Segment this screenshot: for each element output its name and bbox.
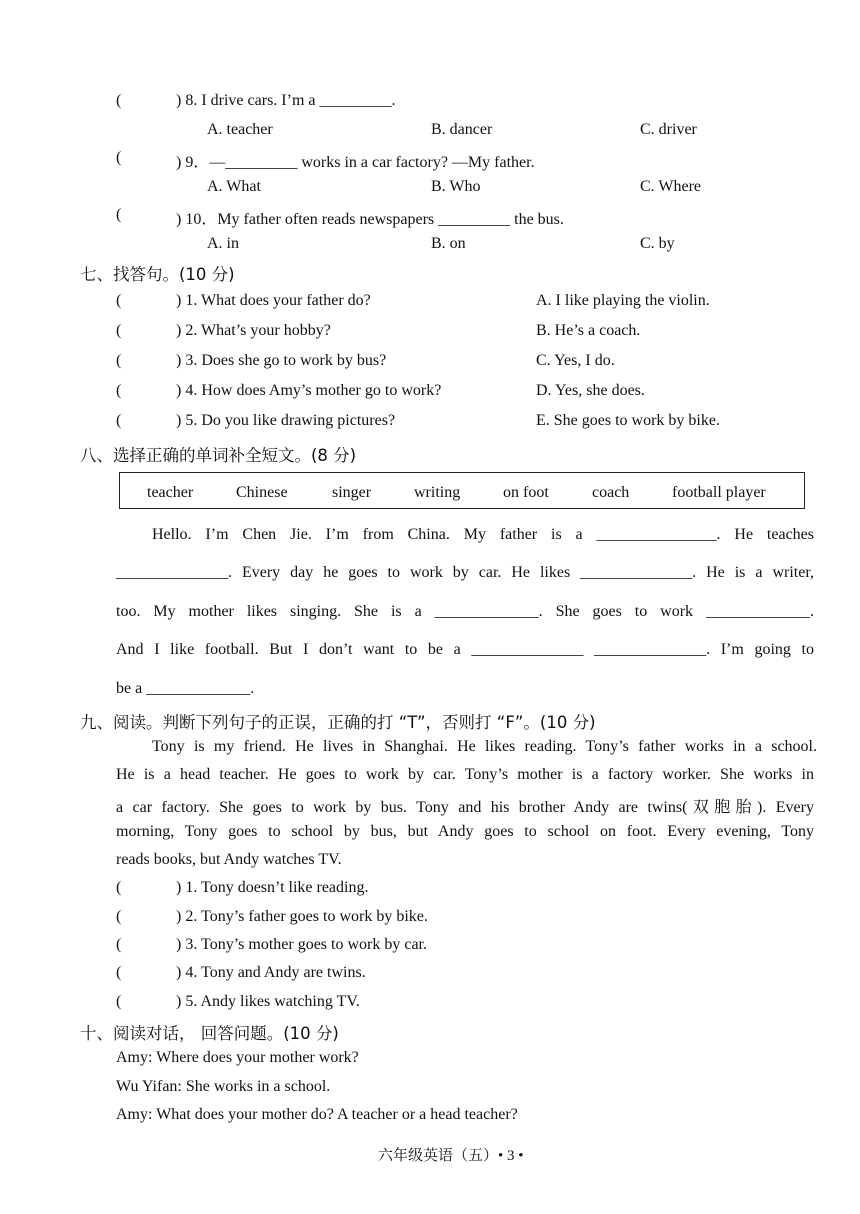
statement-text: ) 4. Tony and Andy are twins. bbox=[176, 964, 366, 981]
answer-paren[interactable]: ( bbox=[116, 149, 122, 166]
passage-line: Tony is my friend. He lives in Shanghai. He likes reading. Tony’s father works in a school. bbox=[152, 738, 817, 755]
answer-paren[interactable]: ( bbox=[116, 92, 122, 109]
word-bank-item: Chinese bbox=[236, 484, 288, 501]
section-7-title: 七、找答句。(10 分) bbox=[80, 265, 235, 284]
answer-paren[interactable]: ( bbox=[116, 322, 122, 339]
statement-text: ) 5. Andy likes watching TV. bbox=[176, 993, 360, 1010]
option-a: A. What bbox=[207, 178, 261, 195]
option-c: C. by bbox=[640, 235, 675, 252]
answer-paren[interactable]: ( bbox=[116, 206, 122, 223]
cloze-line: ______________. Every day he goes to work by car. He likes ______________. He is a writer, bbox=[116, 564, 814, 581]
answer-paren[interactable]: ( bbox=[116, 292, 122, 309]
question-text: ) 5. Do you like drawing pictures? bbox=[176, 412, 396, 429]
answer-paren[interactable]: ( bbox=[116, 879, 122, 896]
question-text: ) 10．My father often reads newspapers _________ the bus. bbox=[176, 211, 564, 228]
cloze-line: too. My mother likes singing. She is a _____________. She goes to work _____________. bbox=[116, 603, 814, 620]
answer-paren[interactable]: ( bbox=[116, 908, 122, 925]
question-text: ) 9．—_________ works in a car factory? —My father. bbox=[176, 154, 535, 171]
option-c: C. Where bbox=[640, 178, 702, 195]
answer-paren[interactable]: ( bbox=[116, 936, 122, 953]
option-c: C. driver bbox=[640, 121, 697, 138]
page-footer: 六年级英语（五）• 3 • bbox=[378, 1148, 524, 1164]
statement-text: ) 1. Tony doesn’t like reading. bbox=[176, 879, 369, 896]
word-bank-item: football player bbox=[672, 484, 766, 501]
option-a: A. in bbox=[207, 235, 239, 252]
option-b: B. Who bbox=[431, 178, 481, 195]
word-bank-item: singer bbox=[332, 484, 372, 501]
option-b: B. dancer bbox=[431, 121, 493, 138]
option-b: B. on bbox=[431, 235, 466, 252]
passage-line: He is a head teacher. He goes to work by car. Tony’s mother is a factory worker. She works in bbox=[116, 766, 814, 783]
passage-line: a car factory. She goes to work by bus. Tony and his brother Andy are twins(双胞胎). Every bbox=[116, 799, 814, 816]
question-text: ) 1. What does your father do? bbox=[176, 292, 371, 309]
answer-paren[interactable]: ( bbox=[116, 352, 122, 369]
answer-choice: D. Yes, she does. bbox=[536, 382, 645, 399]
answer-choice: A. I like playing the violin. bbox=[536, 292, 710, 309]
question-text: ) 3. Does she go to work by bus? bbox=[176, 352, 387, 369]
section-8-title: 八、选择正确的单词补全短文。(8 分) bbox=[80, 446, 357, 465]
dialogue-line: Amy: What does your mother do? A teacher or a head teacher? bbox=[116, 1106, 518, 1123]
word-bank bbox=[119, 472, 805, 509]
dialogue-line: Wu Yifan: She works in a school. bbox=[116, 1078, 331, 1095]
statement-text: ) 3. Tony’s mother goes to work by car. bbox=[176, 936, 427, 953]
statement-text: ) 2. Tony’s father goes to work by bike. bbox=[176, 908, 428, 925]
dialogue-line: Amy: Where does your mother work? bbox=[116, 1049, 359, 1066]
section-10-title: 十、阅读对话， 回答问题。(10 分) bbox=[80, 1024, 339, 1043]
question-text: ) 4. How does Amy’s mother go to work? bbox=[176, 382, 442, 399]
option-a: A. teacher bbox=[207, 121, 273, 138]
question-text: ) 8. I drive cars. I’m a _________. bbox=[176, 92, 396, 109]
word-bank-item: coach bbox=[592, 484, 630, 501]
cloze-line: be a _____________. bbox=[116, 680, 255, 697]
passage-line: reads books, but Andy watches TV. bbox=[116, 851, 342, 868]
word-bank-item: writing bbox=[414, 484, 461, 501]
question-text: ) 2. What’s your hobby? bbox=[176, 322, 331, 339]
word-bank-item: on foot bbox=[503, 484, 549, 501]
answer-choice: C. Yes, I do. bbox=[536, 352, 615, 369]
passage-line: morning, Tony goes to school by bus, but Andy goes to school on foot. Every evening, Tony bbox=[116, 823, 814, 840]
word-bank-item: teacher bbox=[147, 484, 194, 501]
section-9-title: 九、阅读。判断下列句子的正误，正确的打 “T”，否则打 “F”。(10 分) bbox=[80, 713, 596, 732]
answer-choice: E. She goes to work by bike. bbox=[536, 412, 720, 429]
cloze-line: Hello. I’m Chen Jie. I’m from China. My father is a _______________. He teaches bbox=[152, 526, 814, 543]
answer-paren[interactable]: ( bbox=[116, 964, 122, 981]
answer-paren[interactable]: ( bbox=[116, 382, 122, 399]
answer-choice: B. He’s a coach. bbox=[536, 322, 641, 339]
answer-paren[interactable]: ( bbox=[116, 412, 122, 429]
cloze-line: And I like football. But I don’t want to be a ______________ ______________. I’m going to bbox=[116, 641, 814, 658]
answer-paren[interactable]: ( bbox=[116, 993, 122, 1010]
